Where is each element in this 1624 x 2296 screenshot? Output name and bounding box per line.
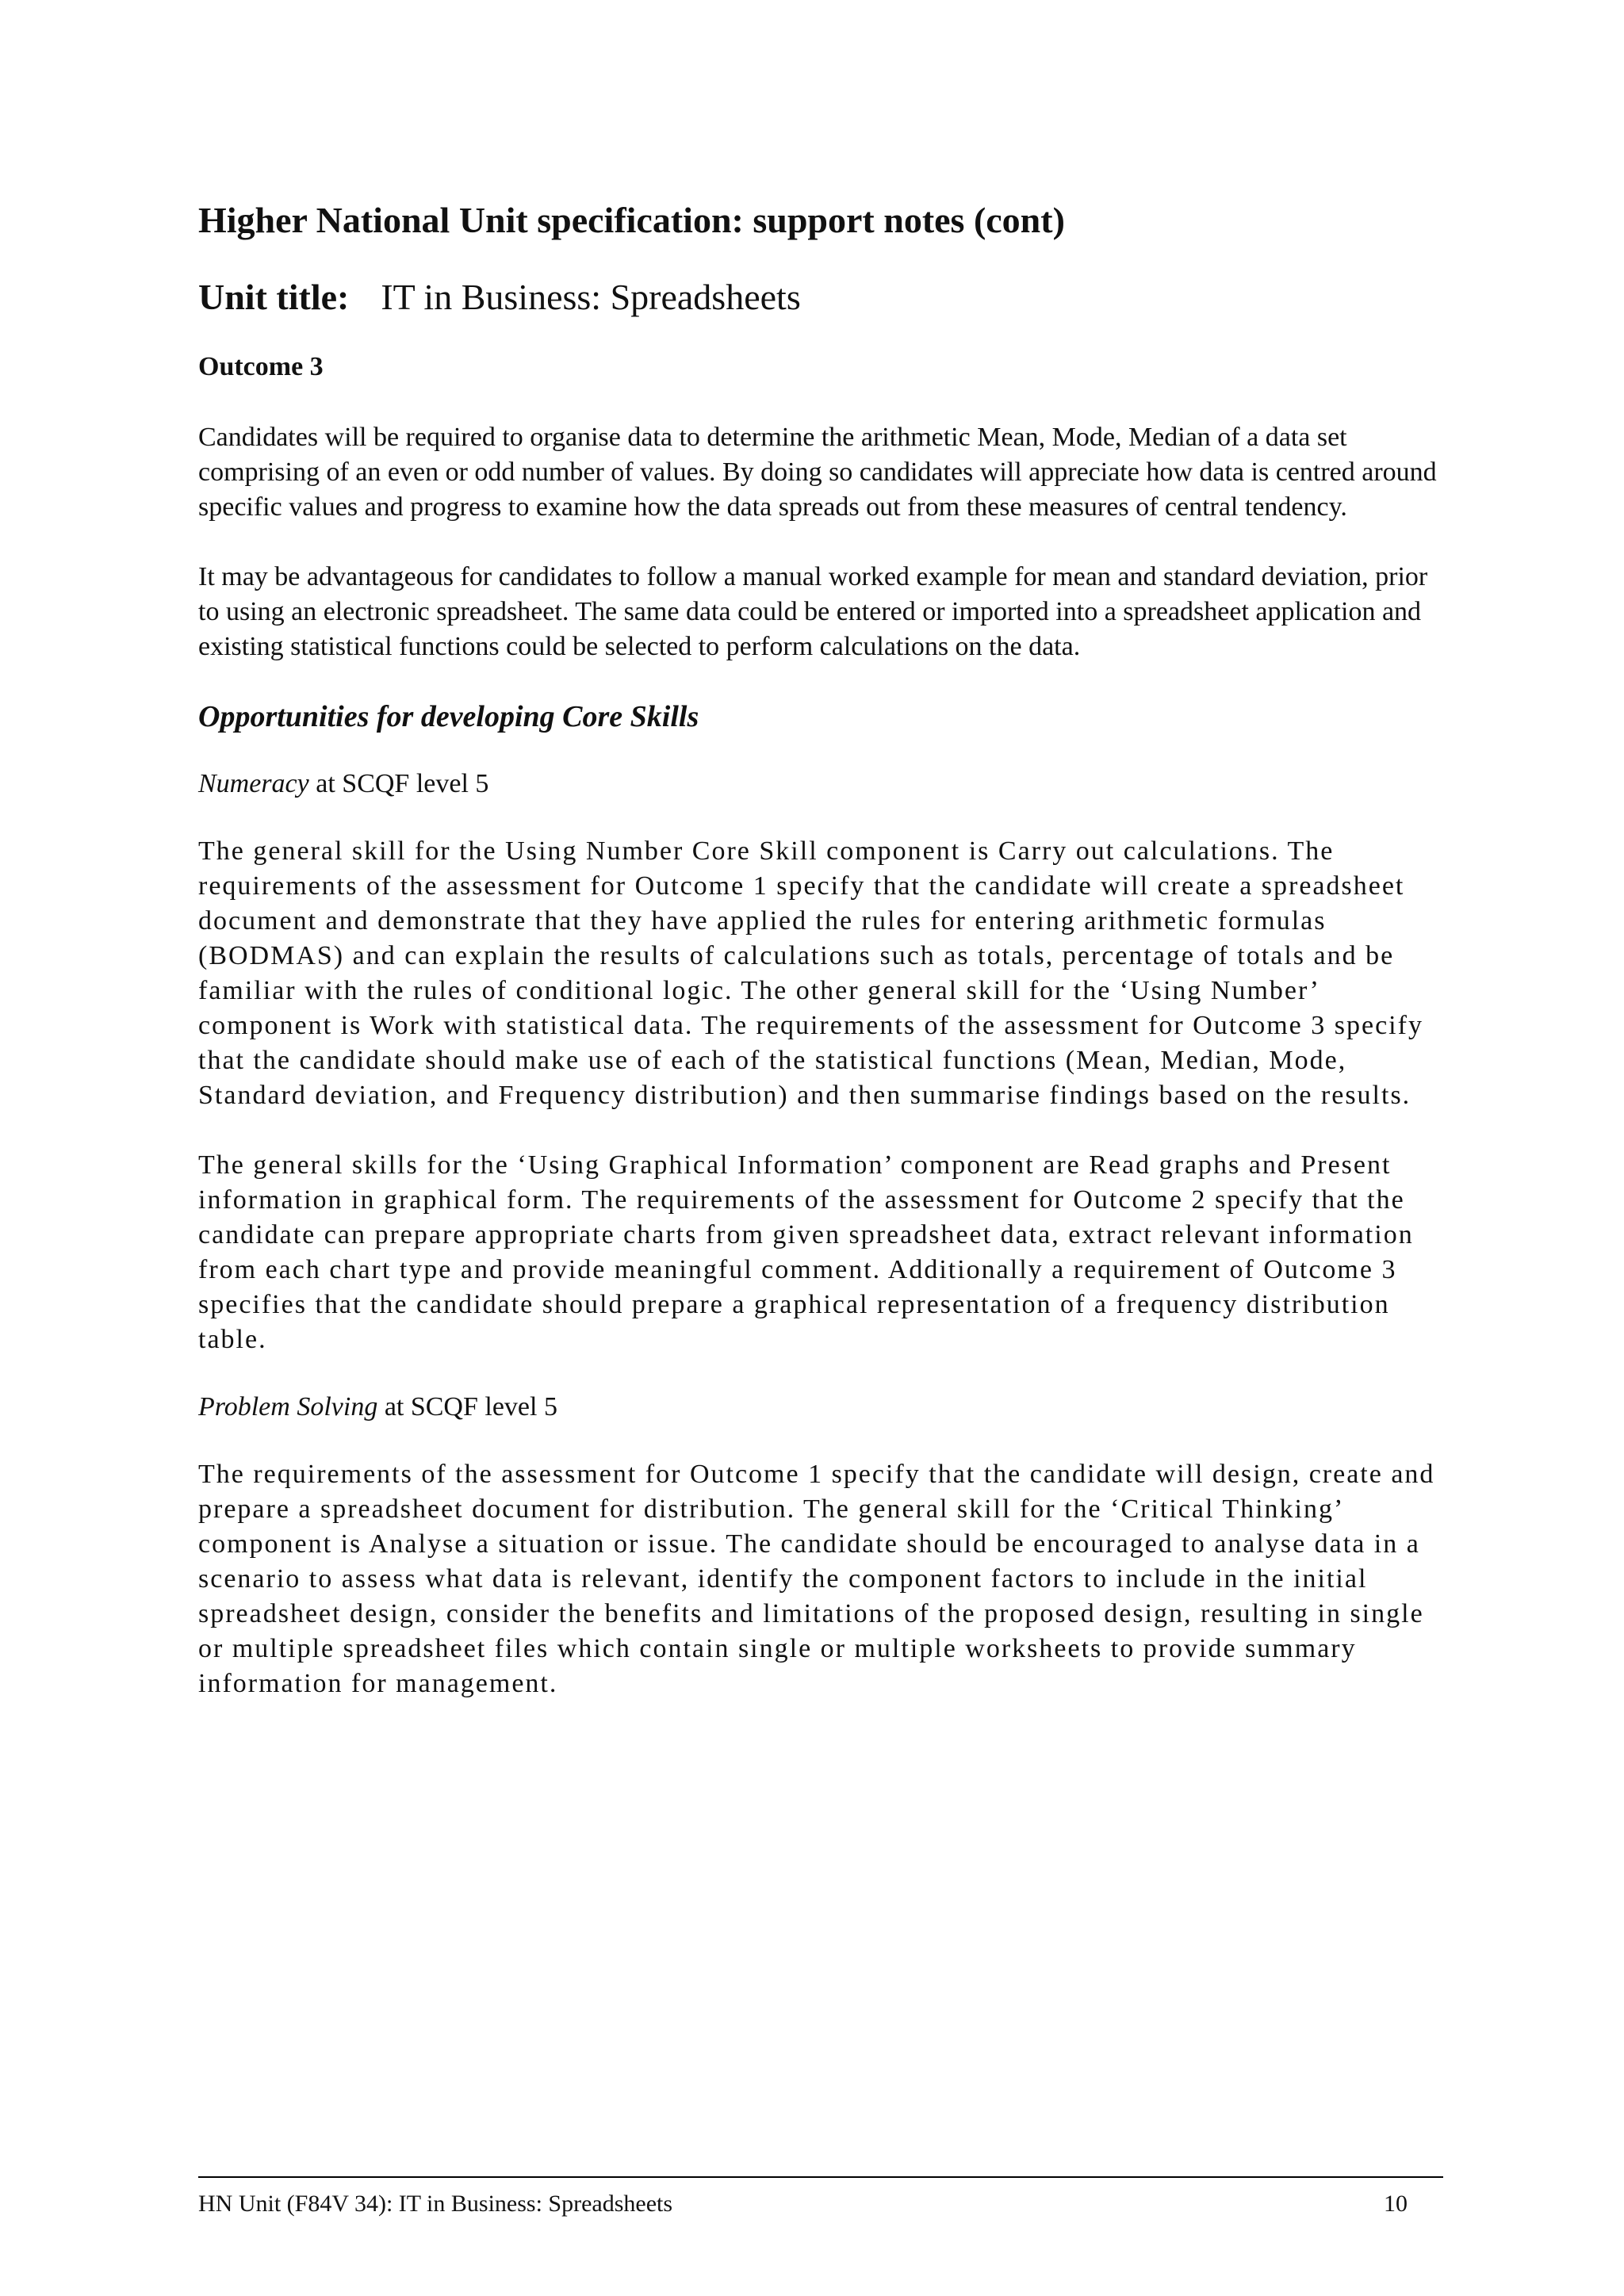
document-page: [198, 198, 1443, 1736]
problem-solving-label: Problem Solving: [198, 1392, 378, 1422]
unit-title-line: [198, 275, 1443, 319]
page-footer: [198, 2176, 1443, 2218]
problem-solving-paragraph: The requirements of the assessment for Outcome 1 specify that the candidate will design, create and prepare a spreadsheet document for distribution. The general skill for the ‘Critical Thinking’ component is Analyse a situation or issue. The candidate should be encouraged to analyse data in a scenario to assess what data is relevant, identify the component factors to include in the initial spreadsheet design, consider the benefits and limitations of the proposed design, resulting in single or multiple spreadsheet files which contain single or multiple worksheets to provide summary information for management.: [198, 1460, 1435, 1699]
outcome-3-paragraph-1: Candidates will be required to organise data to determine the arithmetic Mean, Mode, Median of a data set comprising of an even or odd number of values. By doing so candidates will appreciate how data is centred around specific values and progress to examine how the data spreads out from these measures of central tendency.: [198, 423, 1437, 522]
problem-solving-heading: [198, 1392, 1443, 1422]
unit-title-label: Unit title:: [198, 277, 350, 318]
core-skills-heading: Opportunities for developing Core Skills: [198, 700, 699, 734]
unit-title-value: IT in Business: Spreadsheets: [381, 277, 801, 318]
page-number: 10: [1384, 2191, 1408, 2217]
outcome-3-heading: Outcome 3: [198, 352, 324, 382]
problem-solving-level: at SCQF level 5: [377, 1392, 557, 1422]
outcome-3-paragraph-2: It may be advantageous for candidates to follow a manual worked example for mean and standard deviation, prior to using an electronic spreadsheet. The same data could be entered or imported into a spreadsheet application and existing statistical functions could be selected to perform calculations on the data.: [198, 562, 1428, 662]
page-title: Higher National Unit specification: support notes (cont): [198, 200, 1065, 240]
numeracy-label: Numeracy: [198, 769, 309, 799]
numeracy-paragraph-1: The general skill for the Using Number Core Skill component is Carry out calculations. The requirements of the assessment for Outcome 1 specify that the candidate will create a spreadsheet document and demonstrate that they have applied the rules for entering arithmetic formulas (BODMAS) and can explain the results of calculations such as totals, percentage of totals and be familiar with the rules of conditional logic. The other general skill for the ‘Using Number’ component is Work with statistical data. The requirements of the assessment for Outcome 3 specify that the candidate should make use of each of the statistical functions (Mean, Median, Mode, Standard deviation, and Frequency distribution) and then summarise findings based on the results.: [198, 836, 1423, 1111]
numeracy-heading: [198, 769, 1443, 799]
numeracy-paragraph-2: The general skills for the ‘Using Graphical Information’ component are Read graphs and Present information in graphical form. The requirements of the assessment for Outcome 2 specify that the candidate can prepare appropriate charts from given spreadsheet data, extract relevant information from each chart type and provide meaningful comment. Additionally a requirement of Outcome 3 specifies that the candidate should prepare a graphical representation of a frequency distribution table.: [198, 1150, 1414, 1355]
numeracy-level: at SCQF level 5: [308, 769, 489, 799]
footer-unit-reference: HN Unit (F84V 34): IT in Business: Spreadsheets: [198, 2191, 673, 2217]
